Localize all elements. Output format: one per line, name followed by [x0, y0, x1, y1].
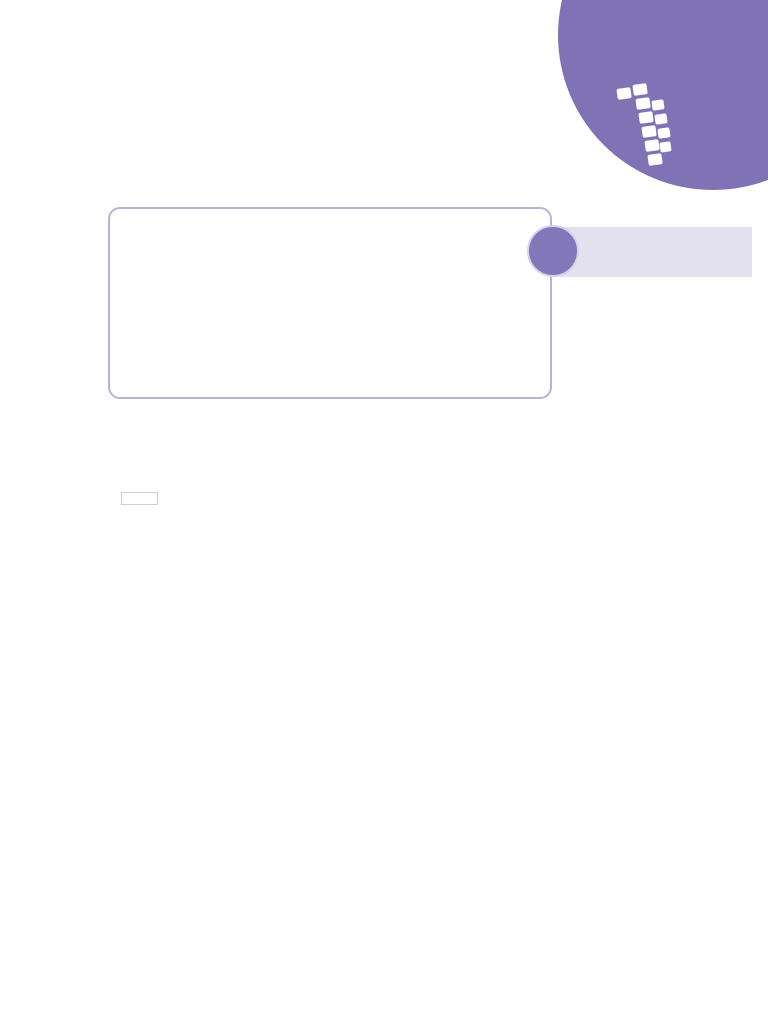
bottom-square-pattern [0, 940, 768, 1024]
blank-placeholder [121, 492, 158, 505]
chapter-number-1 [612, 80, 672, 175]
professor-speech-icon [527, 225, 579, 277]
fala-professor-box [108, 207, 552, 399]
fala-professor-band [552, 227, 752, 277]
